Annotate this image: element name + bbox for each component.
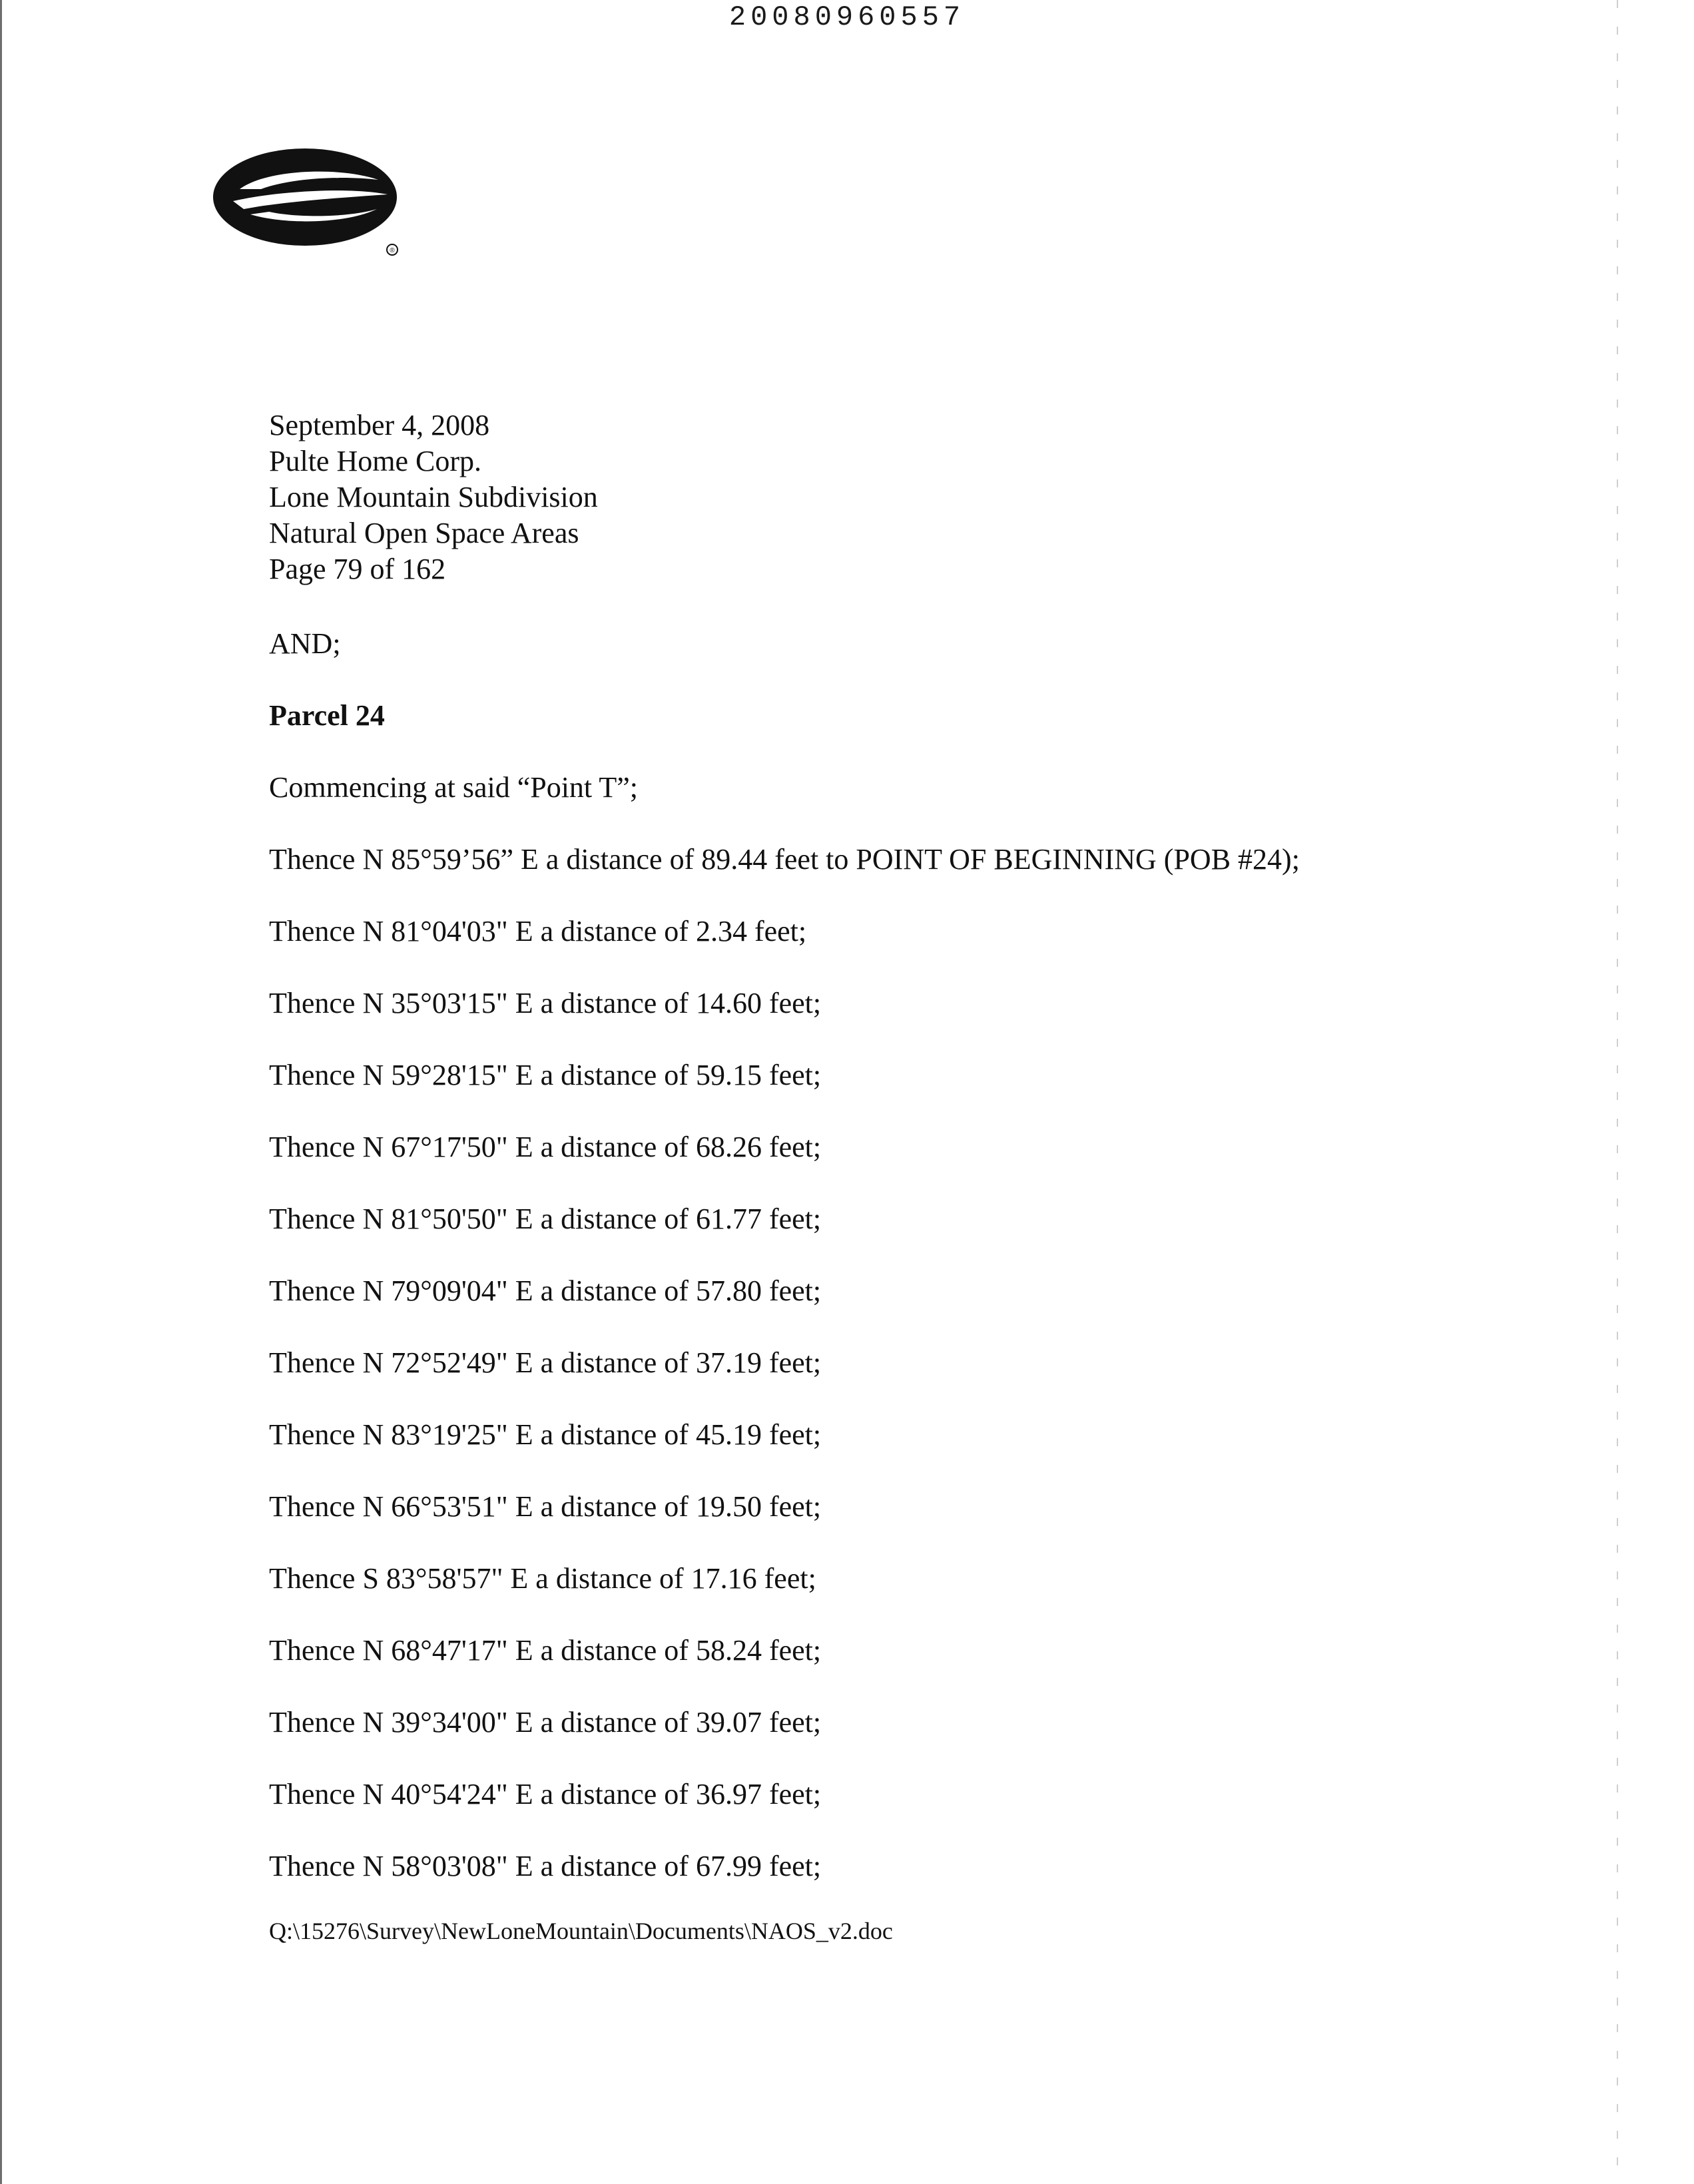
course-line: Thence N 81°50'50" E a distance of 61.77 feet;	[269, 1203, 822, 1235]
course-line: Thence N 39°34'00" E a distance of 39.07 feet;	[269, 1706, 822, 1739]
course-line: Thence N 85°59’56” E a distance of 89.44 feet to POINT OF BEGINNING (POB #24);	[269, 843, 1300, 876]
course-line: Thence N 40°54'24" E a distance of 36.97 feet;	[269, 1778, 822, 1810]
company-logo-icon	[213, 145, 413, 258]
footer-file-path: Q:\15276\Survey\NewLoneMountain\Documents\NAOS_v2.doc	[269, 1918, 893, 1944]
course-line: Thence N 66°53'51" E a distance of 19.50 feet;	[269, 1490, 822, 1523]
course-line: Thence S 83°58'57" E a distance of 17.16 feet;	[269, 1562, 816, 1595]
parcel-title: Parcel 24	[269, 699, 385, 732]
course-line: Thence N 72°52'49" E a distance of 37.19 feet;	[269, 1346, 822, 1379]
header-subdivision: Lone Mountain Subdivision	[269, 481, 598, 513]
course-line: Thence N 58°03'08" E a distance of 67.99 feet;	[269, 1850, 822, 1882]
header-company: Pulte Home Corp.	[269, 445, 481, 477]
course-line: Thence N 59°28'15" E a distance of 59.15 feet;	[269, 1059, 822, 1091]
scan-left-edge	[0, 0, 2, 2184]
course-line: Thence N 79°09'04" E a distance of 57.80 feet;	[269, 1274, 822, 1307]
course-line: Thence N 83°19'25" E a distance of 45.19 feet;	[269, 1418, 822, 1451]
document-number: 20080960557	[728, 1, 966, 33]
and-connector: AND;	[269, 627, 341, 660]
registered-mark: ®	[390, 247, 395, 254]
course-line: Thence N 35°03'15" E a distance of 14.60 feet;	[269, 987, 822, 1019]
header-date: September 4, 2008	[269, 409, 490, 441]
header-area: Natural Open Space Areas	[269, 517, 579, 549]
header-page-number: Page 79 of 162	[269, 553, 446, 585]
scan-right-edge	[1617, 0, 1618, 2184]
commencing-statement: Commencing at said “Point T”;	[269, 771, 638, 804]
letter-header	[269, 408, 598, 587]
course-line: Thence N 68°47'17" E a distance of 58.24 feet;	[269, 1634, 822, 1667]
course-line: Thence N 67°17'50" E a distance of 68.26 feet;	[269, 1131, 822, 1163]
course-line: Thence N 81°04'03" E a distance of 2.34 feet;	[269, 915, 807, 948]
course-list	[269, 842, 1300, 1920]
